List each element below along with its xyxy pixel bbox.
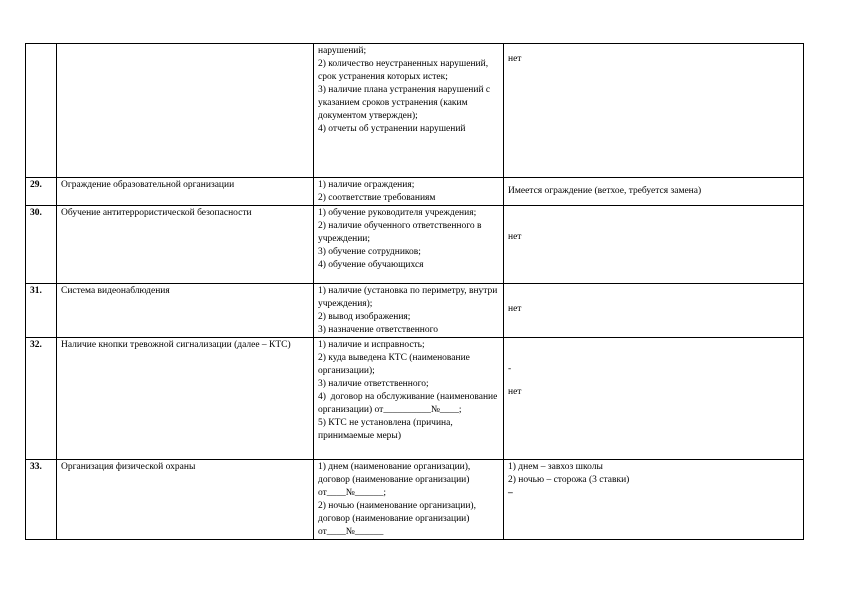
inspection-table bbox=[25, 43, 804, 540]
criteria-line: 1) наличие (установка по периметру, внутри учреждения); bbox=[318, 286, 500, 309]
table-row bbox=[26, 206, 804, 284]
table-row bbox=[26, 284, 804, 338]
row-value bbox=[504, 206, 804, 284]
row-value bbox=[504, 178, 804, 206]
criteria-line: 2) наличие обученного ответственного в учреждении; bbox=[318, 221, 484, 244]
row-item-name: Наличие кнопки тревожной сигнализации (далее – КТС) bbox=[57, 338, 314, 460]
row-number: 31. bbox=[26, 284, 57, 338]
value-line: нет bbox=[508, 232, 522, 242]
row-value bbox=[504, 460, 804, 540]
row-item-name: Система видеонаблюдения bbox=[57, 284, 314, 338]
table-row bbox=[26, 460, 804, 540]
row-criteria bbox=[314, 44, 504, 178]
row-criteria bbox=[314, 460, 504, 540]
table-row bbox=[26, 44, 804, 178]
row-item-name: Организация физической охраны bbox=[57, 460, 314, 540]
row-number bbox=[26, 44, 57, 178]
criteria-line: 3) наличие плана устранения нарушений с указанием сроков устранения (каким документом утвержден); bbox=[318, 85, 493, 121]
criteria-line: 2) куда выведена КТС (наименование организации); bbox=[318, 353, 473, 376]
row-value bbox=[504, 284, 804, 338]
row-value bbox=[504, 44, 804, 178]
row-value bbox=[504, 338, 804, 460]
value-line: нет bbox=[508, 387, 522, 397]
criteria-line: 3) назначение ответственного bbox=[318, 325, 439, 335]
row-number: 29. bbox=[26, 178, 57, 206]
value-line: нет bbox=[508, 304, 522, 314]
value-line: 2) ночью – сторожа (3 ставки) bbox=[508, 475, 630, 485]
row-criteria bbox=[314, 178, 504, 206]
criteria-line: 1) обучение руководителя учреждения; bbox=[318, 208, 477, 218]
row-item-name bbox=[57, 44, 314, 178]
value-line: нет bbox=[508, 54, 522, 64]
criteria-line: 2) ночью (наименование организации), договор (наименование организации) от____№______ bbox=[318, 501, 479, 537]
row-number: 32. bbox=[26, 338, 57, 460]
row-criteria bbox=[314, 284, 504, 338]
criteria-line: 4) обучение обучающихся bbox=[318, 260, 424, 270]
row-number: 30. bbox=[26, 206, 57, 284]
row-criteria bbox=[314, 206, 504, 284]
row-criteria bbox=[314, 338, 504, 460]
criteria-line: 2) количество неустраненных нарушений, срок устранения которых истек; bbox=[318, 59, 491, 82]
value-line: - bbox=[508, 364, 512, 374]
value-line: 1) днем – завхоз школы bbox=[508, 462, 603, 472]
criteria-line: 1) днем (наименование организации), договор (наименование организации) от____№______; bbox=[318, 462, 473, 498]
row-item-name: Обучение антитеррористической безопасности bbox=[57, 206, 314, 284]
criteria-line: 4) отчеты об устранении нарушений bbox=[318, 124, 466, 134]
criteria-line: 4) договор на обслуживание (наименование организации) от__________№____; bbox=[318, 392, 500, 415]
row-number: 33. bbox=[26, 460, 57, 540]
criteria-line: 5) КТС не установлена (причина, принимаемые меры) bbox=[318, 418, 456, 441]
value-line: – bbox=[508, 488, 513, 498]
criteria-line: нарушений; bbox=[318, 46, 367, 56]
table-row bbox=[26, 178, 804, 206]
table-row bbox=[26, 338, 804, 460]
criteria-line: 2) вывод изображения; bbox=[318, 312, 411, 322]
row-item-name: Ограждение образовательной организации bbox=[57, 178, 314, 206]
criteria-line: 3) обучение сотрудников; bbox=[318, 247, 421, 257]
criteria-line: 1) наличие ограждения; bbox=[318, 180, 415, 190]
value-line: Имеется ограждение (ветхое, требуется замена) bbox=[508, 186, 702, 196]
criteria-line: 3) наличие ответственного; bbox=[318, 379, 429, 389]
criteria-line: 2) соответствие требованиям bbox=[318, 193, 436, 203]
criteria-line: 1) наличие и исправность; bbox=[318, 340, 425, 350]
